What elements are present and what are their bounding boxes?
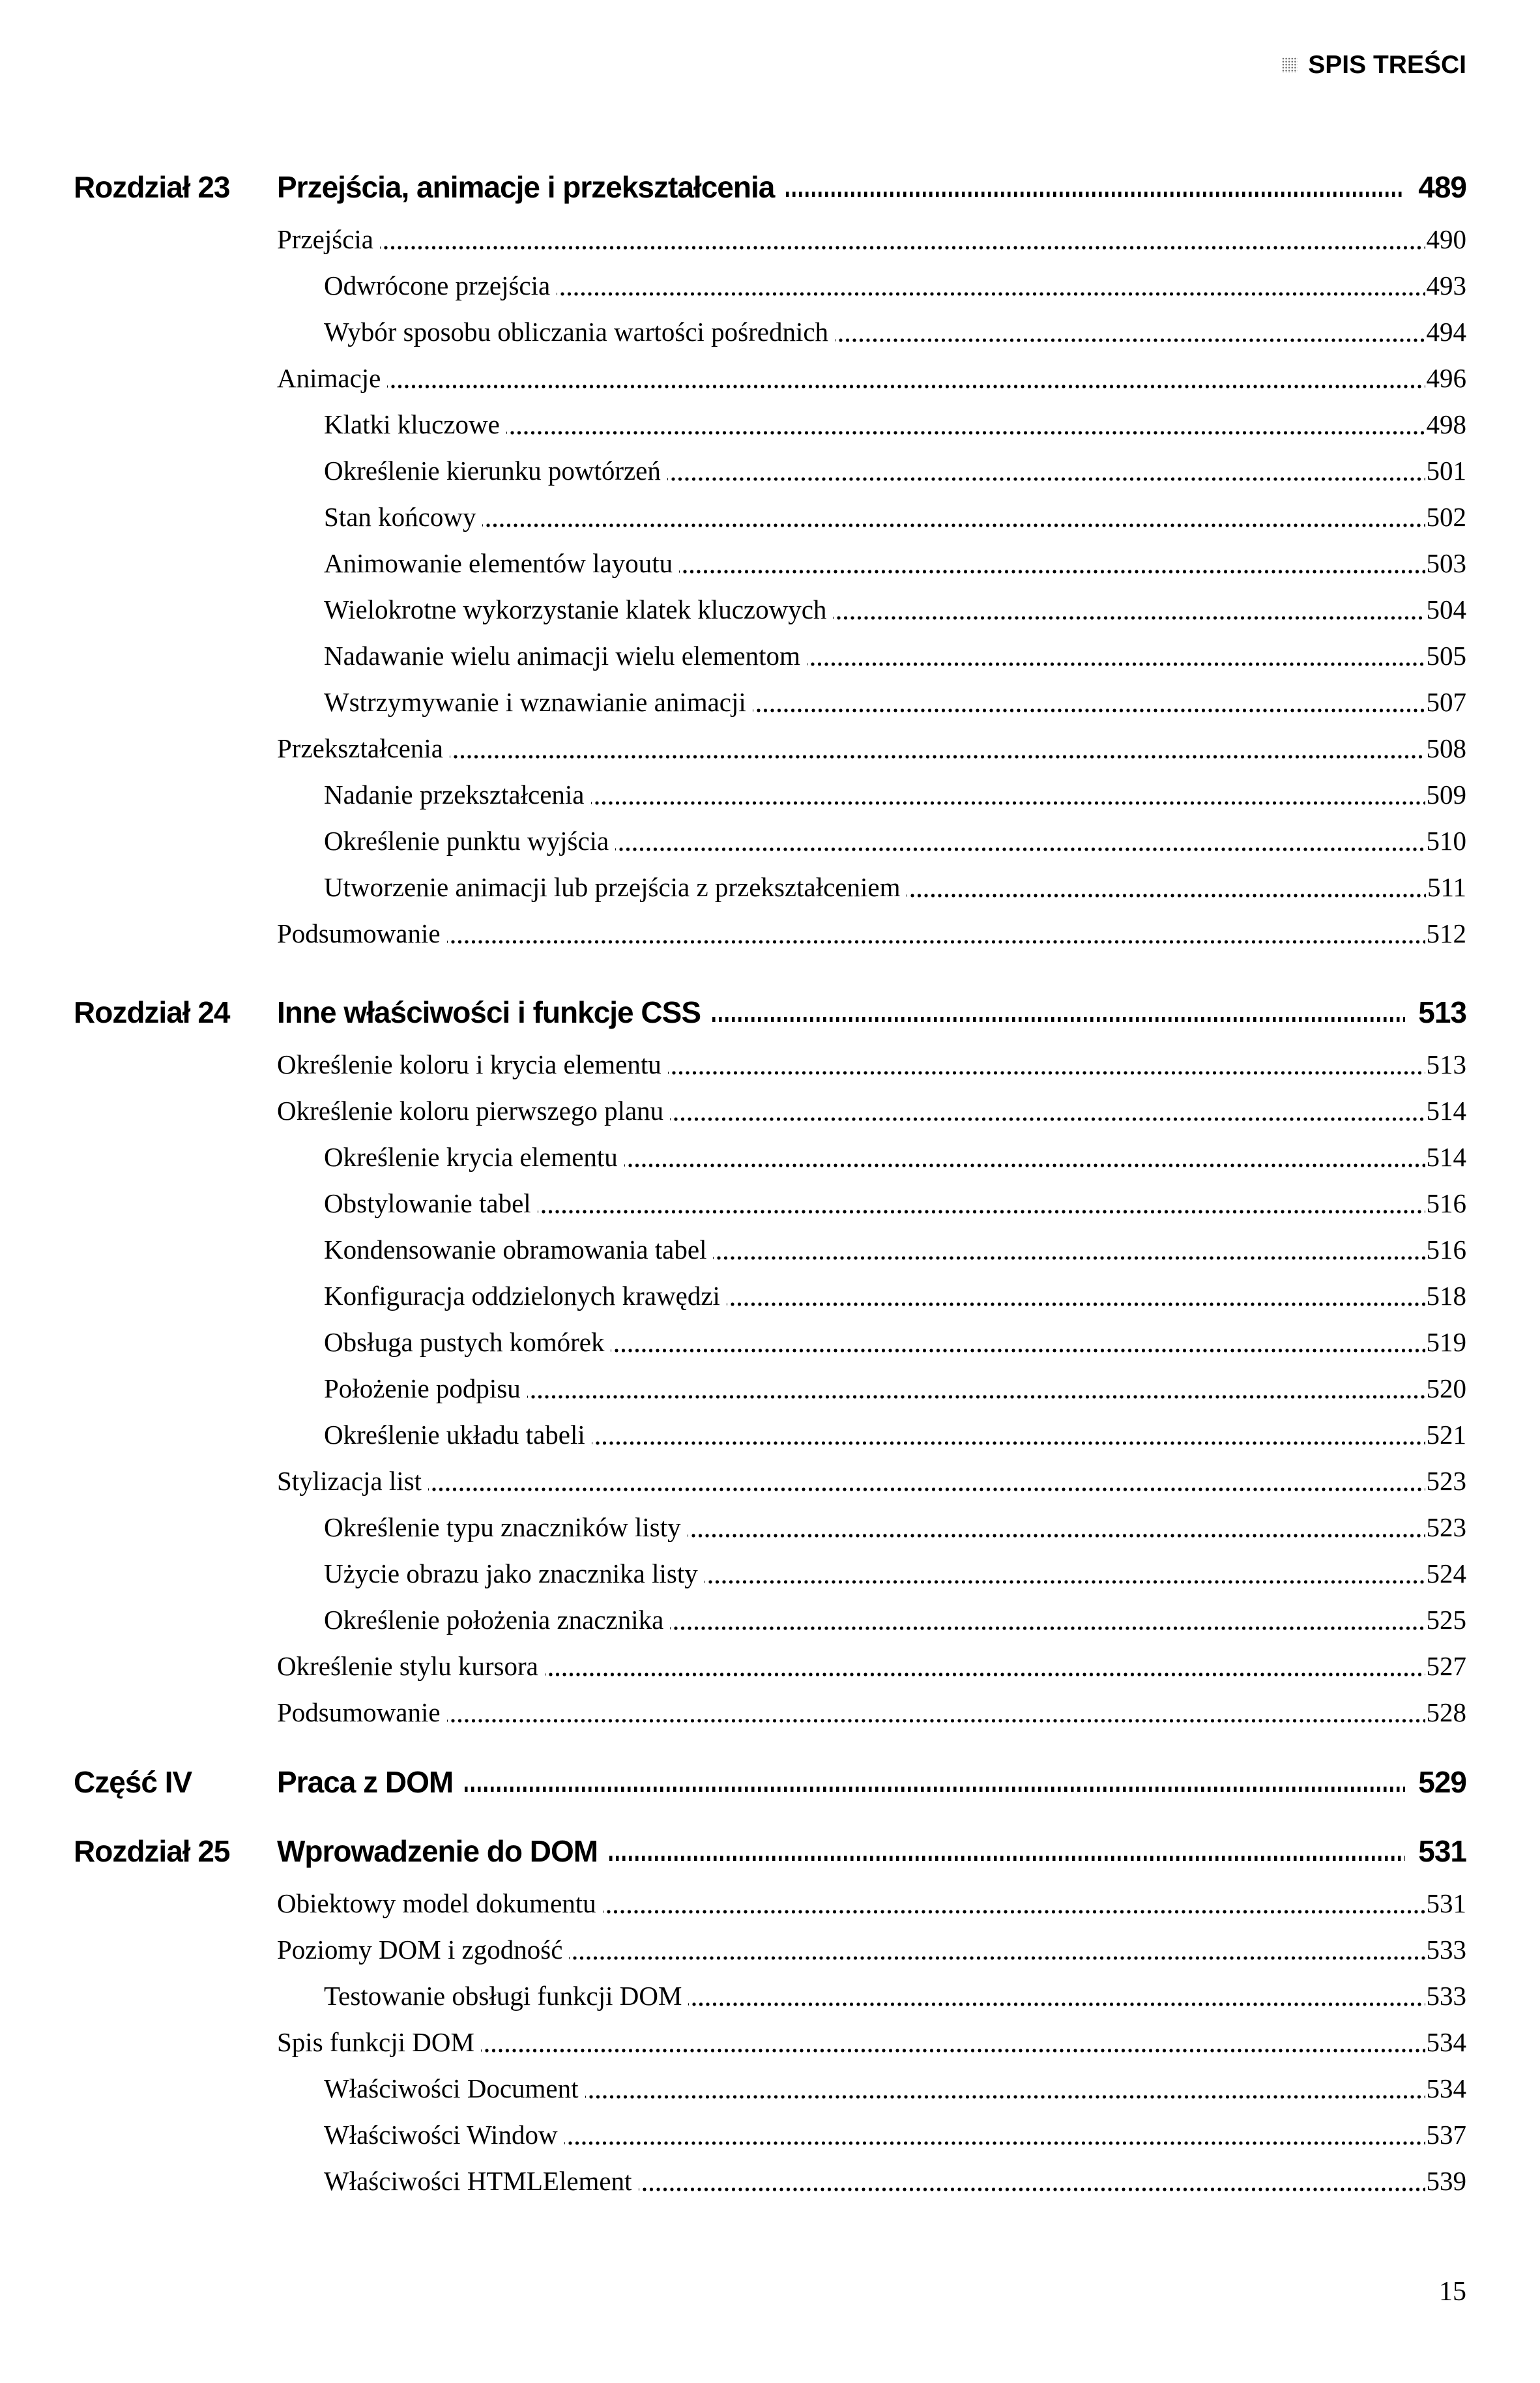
entry-title: Klatki kluczowe <box>324 409 500 439</box>
dot-leader <box>564 2112 1425 2158</box>
toc-entry <box>277 1689 1466 1736</box>
entry-page: 520 <box>1426 1373 1466 1403</box>
entry-page: 539 <box>1426 2166 1466 2196</box>
dot-leader <box>688 1973 1425 2019</box>
dot-leader <box>688 1504 1425 1551</box>
entry-title: Określenie krycia elementu <box>324 1142 618 1172</box>
toc-entry <box>324 2158 1466 2204</box>
toc-entry <box>324 587 1466 633</box>
entry-page: 516 <box>1426 1235 1466 1265</box>
halftone-square-icon <box>1282 57 1298 73</box>
entry-page: 516 <box>1426 1188 1466 1218</box>
page-header <box>1282 51 1466 80</box>
dot-leader <box>538 1180 1425 1227</box>
toc-entry <box>324 1551 1466 1597</box>
toc-entry <box>324 679 1466 725</box>
dot-leader <box>545 1643 1425 1689</box>
dot-leader <box>667 448 1425 494</box>
dot-leader <box>624 1134 1425 1180</box>
toc-entry <box>324 1273 1466 1319</box>
dot-leader <box>611 1319 1425 1366</box>
dot-leader <box>607 1822 1408 1880</box>
entry-page: 521 <box>1426 1420 1466 1450</box>
section-entries <box>74 216 1466 957</box>
dot-leader <box>670 1088 1425 1134</box>
section-label: Część IV <box>74 1765 192 1799</box>
entry-title: Poziomy DOM i zgodność <box>277 1935 563 1965</box>
toc-section <box>74 1753 1466 1811</box>
dot-leader <box>447 911 1425 957</box>
toc-entry <box>324 633 1466 679</box>
entry-page: 528 <box>1426 1697 1466 1727</box>
dot-leader <box>807 633 1425 679</box>
entry-page: 525 <box>1426 1605 1466 1635</box>
entry-page: 534 <box>1426 2073 1466 2103</box>
dot-leader <box>462 1753 1408 1811</box>
entry-title: Określenie koloru i krycia elementu <box>277 1049 661 1079</box>
dot-leader <box>527 1366 1425 1412</box>
dot-leader <box>705 1551 1425 1597</box>
dot-leader <box>447 1689 1425 1736</box>
section-heading <box>74 1753 1466 1811</box>
entry-page: 537 <box>1426 2120 1466 2150</box>
toc-entry <box>324 1134 1466 1180</box>
entry-title: Wielokrotne wykorzystanie klatek kluczowych <box>324 594 827 624</box>
entry-page: 496 <box>1426 363 1466 393</box>
entry-title: Określenie stylu kursora <box>277 1651 538 1681</box>
entry-title: Spis funkcji DOM <box>277 2027 474 2057</box>
entry-page: 493 <box>1426 270 1466 300</box>
toc-entry <box>324 448 1466 494</box>
folio-page-number: 15 <box>1439 2277 1466 2307</box>
header-title: SPIS TREŚCI <box>1308 51 1466 79</box>
entry-page: 524 <box>1426 1558 1466 1588</box>
dot-leader <box>569 1927 1425 1973</box>
section-page: 531 <box>1418 1834 1466 1868</box>
entry-title: Określenie typu znaczników listy <box>324 1512 681 1542</box>
section-heading <box>74 1822 1466 1880</box>
dot-leader <box>753 679 1425 725</box>
entry-page: 513 <box>1426 1049 1466 1079</box>
dot-leader <box>713 1227 1425 1273</box>
toc-entry <box>277 1088 1466 1134</box>
section-entries <box>74 1880 1466 2204</box>
entry-title: Testowanie obsługi funkcji DOM <box>324 1981 682 2011</box>
toc-entry <box>324 1180 1466 1227</box>
entry-title: Kondensowanie obramowania tabel <box>324 1235 707 1265</box>
toc-entry <box>324 1412 1466 1458</box>
entry-page: 511 <box>1427 872 1466 902</box>
dot-leader <box>482 494 1425 540</box>
toc-entry <box>324 263 1466 309</box>
dot-leader <box>710 983 1408 1042</box>
toc-entry <box>324 402 1466 448</box>
section-heading <box>74 983 1466 1042</box>
toc-entry <box>277 1458 1466 1504</box>
dot-leader <box>481 2019 1425 2066</box>
toc-section <box>74 983 1466 1736</box>
toc-entry <box>277 1042 1466 1088</box>
entry-title: Przejścia <box>277 224 373 254</box>
entry-page: 504 <box>1426 594 1466 624</box>
dot-leader <box>450 725 1425 772</box>
section-title: Inne właściwości i funkcje CSS <box>277 995 701 1029</box>
section-page: 529 <box>1418 1765 1466 1799</box>
dot-leader <box>679 540 1425 587</box>
entry-title: Określenie układu tabeli <box>324 1420 585 1450</box>
entry-title: Animacje <box>277 363 381 393</box>
toc-entry <box>324 2066 1466 2112</box>
dot-leader <box>835 309 1425 355</box>
entry-page: 531 <box>1426 1888 1466 1918</box>
toc-entry <box>277 1927 1466 1973</box>
entry-title: Obstylowanie tabel <box>324 1188 531 1218</box>
section-entries <box>74 1042 1466 1736</box>
toc-section <box>74 1822 1466 2204</box>
entry-page: 527 <box>1426 1651 1466 1681</box>
entry-page: 509 <box>1426 780 1466 810</box>
entry-title: Wstrzymywanie i wznawianie animacji <box>324 687 746 717</box>
entry-page: 508 <box>1426 733 1466 763</box>
entry-title: Animowanie elementów layoutu <box>324 548 673 578</box>
dot-leader <box>557 263 1425 309</box>
entry-page: 490 <box>1426 224 1466 254</box>
entry-page: 498 <box>1426 409 1466 439</box>
entry-title: Stan końcowy <box>324 502 476 532</box>
entry-title: Obiektowy model dokumentu <box>277 1888 596 1918</box>
toc-entry <box>324 1319 1466 1366</box>
toc-entry <box>324 494 1466 540</box>
entry-page: 533 <box>1426 1935 1466 1965</box>
entry-title: Konfiguracja oddzielonych krawędzi <box>324 1281 720 1311</box>
entry-page: 505 <box>1426 641 1466 671</box>
toc-entry <box>277 355 1466 402</box>
entry-title: Określenie kierunku powtórzeń <box>324 456 661 486</box>
dot-leader <box>428 1458 1425 1504</box>
section-page: 489 <box>1418 170 1466 204</box>
entry-page: 519 <box>1426 1327 1466 1357</box>
entry-title: Przekształcenia <box>277 733 443 763</box>
dot-leader <box>506 402 1425 448</box>
toc-entry <box>324 1227 1466 1273</box>
toc-entry <box>324 540 1466 587</box>
entry-title: Wybór sposobu obliczania wartości pośrednich <box>324 317 829 347</box>
dot-leader <box>907 864 1426 911</box>
toc-entry <box>324 2112 1466 2158</box>
dot-leader <box>833 587 1425 633</box>
dot-leader <box>615 818 1425 864</box>
entry-title: Stylizacja list <box>277 1466 422 1496</box>
toc-entry <box>324 1973 1466 2019</box>
entry-page: 518 <box>1426 1281 1466 1311</box>
section-title: Praca z DOM <box>277 1765 454 1799</box>
toc-entry <box>324 309 1466 355</box>
dot-leader <box>585 2066 1425 2112</box>
entry-title: Utworzenie animacji lub przejścia z przekształceniem <box>324 872 901 902</box>
section-title: Wprowadzenie do DOM <box>277 1834 598 1868</box>
entry-page: 501 <box>1426 456 1466 486</box>
section-title: Przejścia, animacje i przekształcenia <box>277 170 775 204</box>
entry-page: 512 <box>1426 918 1466 948</box>
entry-page: 507 <box>1426 687 1466 717</box>
dot-leader <box>591 772 1425 818</box>
dot-leader <box>668 1042 1425 1088</box>
toc-entry <box>324 818 1466 864</box>
entry-page: 534 <box>1426 2027 1466 2057</box>
dot-leader <box>592 1412 1425 1458</box>
dot-leader <box>380 216 1425 263</box>
dot-leader <box>603 1880 1425 1927</box>
toc-entry <box>324 1597 1466 1643</box>
entry-page: 503 <box>1426 548 1466 578</box>
entry-page: 523 <box>1426 1512 1466 1542</box>
entry-page: 502 <box>1426 502 1466 532</box>
toc-entry <box>324 1504 1466 1551</box>
entry-page: 510 <box>1426 826 1466 856</box>
toc-entry <box>277 216 1466 263</box>
section-label: Rozdział 23 <box>74 170 230 204</box>
entry-title: Określenie koloru pierwszego planu <box>277 1096 664 1126</box>
toc-entry <box>324 772 1466 818</box>
entry-page: 494 <box>1426 317 1466 347</box>
dot-leader <box>387 355 1425 402</box>
entry-page: 523 <box>1426 1466 1466 1496</box>
entry-title: Określenie położenia znacznika <box>324 1605 664 1635</box>
toc-entry <box>277 725 1466 772</box>
entry-title: Odwrócone przejścia <box>324 270 551 300</box>
toc-entry <box>277 911 1466 957</box>
dot-leader <box>783 158 1408 216</box>
entry-page: 533 <box>1426 1981 1466 2011</box>
section-page: 513 <box>1418 995 1466 1029</box>
entry-title: Nadawanie wielu animacji wielu elementom <box>324 641 800 671</box>
dot-leader <box>670 1597 1425 1643</box>
section-label: Rozdział 24 <box>74 995 230 1029</box>
entry-title: Właściwości Document <box>324 2073 579 2103</box>
toc-entry <box>277 1643 1466 1689</box>
entry-title: Położenie podpisu <box>324 1373 521 1403</box>
entry-title: Użycie obrazu jako znacznika listy <box>324 1558 698 1588</box>
toc-entry <box>324 864 1466 911</box>
entry-title: Podsumowanie <box>277 1697 441 1727</box>
dot-leader <box>727 1273 1425 1319</box>
entry-page: 514 <box>1426 1096 1466 1126</box>
entry-title: Określenie punktu wyjścia <box>324 826 609 856</box>
toc-entry <box>277 2019 1466 2066</box>
dot-leader <box>639 2158 1425 2204</box>
entry-title: Podsumowanie <box>277 918 441 948</box>
entry-title: Właściwości HTMLElement <box>324 2166 632 2196</box>
entry-page: 514 <box>1426 1142 1466 1172</box>
section-heading <box>74 158 1466 216</box>
entry-title: Nadanie przekształcenia <box>324 780 585 810</box>
entry-title: Właściwości Window <box>324 2120 558 2150</box>
entry-title: Obsługa pustych komórek <box>324 1327 605 1357</box>
toc-section <box>74 158 1466 957</box>
toc-entry <box>324 1366 1466 1412</box>
section-label: Rozdział 25 <box>74 1834 230 1868</box>
toc-list <box>74 158 1466 2204</box>
toc-entry <box>277 1880 1466 1927</box>
